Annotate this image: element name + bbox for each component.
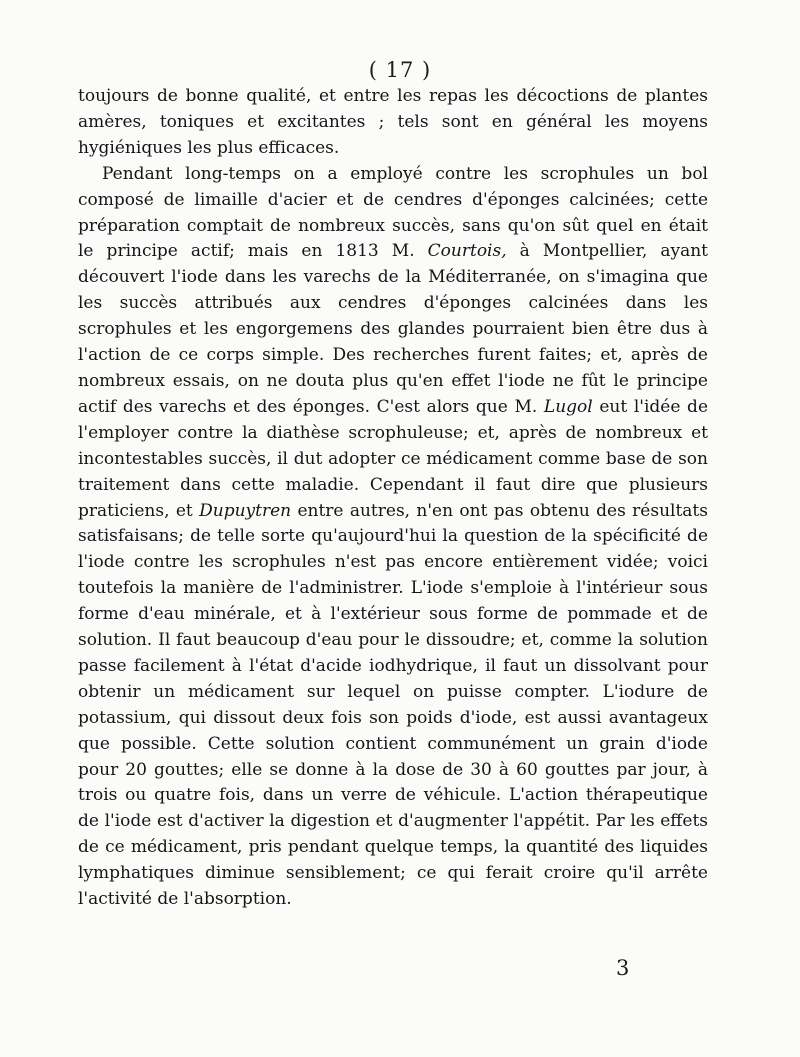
page-text (78, 84, 708, 913)
printer-signature-mark: 3 (616, 956, 630, 980)
paragraph-1: toujours de bonne qualité, et entre les repas les décoctions de plantes amères, toniques et excitantes ; tels sont en général les moyens hygiéniques les plus efficaces. (78, 86, 708, 158)
paragraph-2-segment: entre autres, n'en ont pas obtenu des résultats satisfaisans; de telle sorte qu'aujourd'hui la question de la spécificité de l'iode contre les scrophules n'est pas encore entièrement vidée; voici toutefois la manière de l'administrer. L'iode s'emploie à l'intérieur sous forme d'eau minérale, et à l'extérieur sous forme de pommade et de solution. Il faut beaucoup d'eau pour le dissoudre; et, comme la solution passe facilement à l'état d'acide iodhydrique, il faut un dissolvant pour obtenir un médicament sur lequel on puisse compter. L'iodure de potassium, qui dissout deux fois son poids d'iode, est aussi avantageux que possible. Cette solution contient communément un grain d'iode pour 20 gouttes; elle se donne à la dose de 30 à 60 gouttes par jour, à trois ou quatre fois, dans un verre de véhicule. L'action thérapeutique de l'iode est d'activer la digestion et d'augmenter l'appétit. Par les effets de ce médicament, pris pendant quelque temps, la quantité des liquides lymphatiques diminue sensiblement; ce qui ferait croire qu'il arrête l'activité de l'absorption. (78, 500, 708, 910)
paragraph-2 (78, 162, 708, 913)
paragraph-2-segment: Pendant long-temps on a employé contre les scrophules un bol composé de limaille d'acier et de cendres d'éponges calcinées; cette préparation comptait de nombreux succès, sans qu'on sût quel en était le principe actif; mais en 1813 M. (78, 163, 708, 262)
author-name-dupuytren: Dupuytren (199, 500, 292, 521)
author-name-lugol: Lugol (543, 396, 593, 417)
author-name-courtois: Courtois, (427, 241, 507, 262)
paragraph-2-segment: eut l'idée de l'employer contre la diathèse scrophuleuse; et, après de nombreux et incontestables succès, il dut adopter ce médicament comme base de son traitement dans cette maladie. Cependant il faut dire que plusieurs praticiens, et (78, 396, 709, 521)
page-number: ( 17 ) (368, 58, 432, 82)
paragraph-2-segment: à Montpellier, ayant découvert l'iode dans les varechs de la Méditerranée, on s'imagina que les succès attribués aux cendres d'éponges calcinées dans les scrophules et les engorgemens des glandes pourraient bien être dus à l'action de ce corps simple. Des recherches furent faites; et, après de nombreux essais, on ne douta plus qu'en effet l'iode ne fût le principe actif des varechs et des éponges. C'est alors que M. (78, 241, 708, 417)
